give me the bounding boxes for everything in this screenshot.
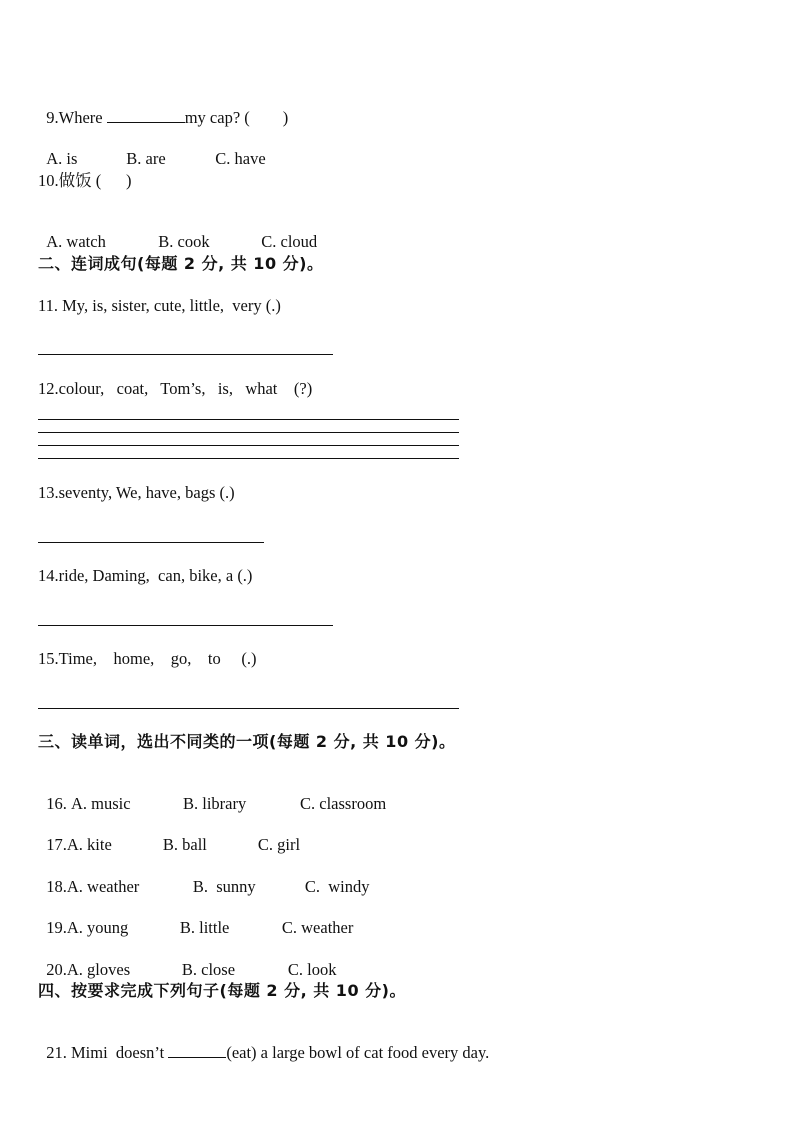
option-c[interactable]: C. weather	[281, 918, 354, 937]
option-a[interactable]: A. watch	[46, 232, 106, 251]
question-9-options	[38, 129, 266, 169]
answer-line[interactable]	[38, 432, 459, 433]
question-15: 15.Time, home, go, to (.)	[38, 649, 257, 668]
question-19	[38, 898, 353, 938]
option-a[interactable]: A. gloves	[66, 960, 131, 979]
question-21-prefix: 21. Mimi doesn’t	[46, 1043, 169, 1062]
question-9-suffix: my cap? ( )	[184, 108, 289, 127]
question-10: 10.做饭 ( )	[38, 171, 132, 190]
option-b[interactable]: B. are	[126, 149, 166, 168]
option-b[interactable]: B. sunny	[192, 877, 256, 896]
section-3-heading: 三、读单词，选出不同类的一项(每题 2 分, 共 10 分)。	[38, 732, 456, 751]
question-number: 17.	[46, 835, 67, 854]
option-a[interactable]: A. kite	[66, 835, 112, 854]
answer-line[interactable]	[38, 542, 264, 543]
option-b[interactable]: B. close	[181, 960, 236, 979]
answer-line[interactable]	[38, 625, 333, 626]
question-9	[38, 88, 288, 128]
option-c[interactable]: C. have	[215, 149, 266, 168]
answer-line[interactable]	[38, 708, 459, 709]
question-10-options	[38, 212, 317, 252]
question-12: 12.colour, coat, Tom’s, is, what (?)	[38, 379, 313, 398]
question-9-prefix: 9.Where	[46, 108, 107, 127]
question-21-suffix: (eat) a large bowl of cat food every day.	[226, 1043, 490, 1062]
answer-blank[interactable]	[107, 108, 185, 123]
answer-blank[interactable]	[168, 1043, 226, 1058]
section-2-heading: 二、连词成句(每题 2 分, 共 10 分)。	[38, 254, 324, 273]
option-b[interactable]: B. library	[183, 794, 247, 813]
option-a[interactable]: A. music	[71, 794, 131, 813]
section-4-heading: 四、按要求完成下列句子(每题 2 分, 共 10 分)。	[38, 981, 406, 1000]
question-number: 20.	[46, 960, 67, 979]
option-c[interactable]: C. cloud	[261, 232, 318, 251]
answer-line[interactable]	[38, 445, 459, 446]
option-b[interactable]: B. little	[179, 918, 230, 937]
question-16	[38, 774, 386, 814]
question-14: 14.ride, Daming, can, bike, a (.)	[38, 566, 253, 585]
question-20	[38, 940, 336, 980]
option-c[interactable]: C. windy	[304, 877, 370, 896]
question-number: 16.	[46, 794, 71, 813]
option-b[interactable]: B. cook	[158, 232, 210, 251]
option-b[interactable]: B. ball	[162, 835, 207, 854]
question-11: 11. My, is, sister, cute, little, very (.)	[38, 296, 281, 315]
question-number: 18.	[46, 877, 67, 896]
answer-line[interactable]	[38, 354, 333, 355]
answer-line[interactable]	[38, 419, 459, 420]
question-18	[38, 857, 370, 897]
answer-line[interactable]	[38, 458, 459, 459]
option-a[interactable]: A. is	[46, 149, 78, 168]
option-c[interactable]: C. look	[287, 960, 337, 979]
option-c[interactable]: C. girl	[257, 835, 301, 854]
option-a[interactable]: A. young	[66, 918, 129, 937]
option-c[interactable]: C. classroom	[300, 794, 387, 813]
question-number: 19.	[46, 918, 67, 937]
option-a[interactable]: A. weather	[66, 877, 140, 896]
question-13: 13.seventy, We, have, bags (.)	[38, 483, 235, 502]
question-21	[38, 1023, 489, 1063]
question-17	[38, 815, 300, 855]
